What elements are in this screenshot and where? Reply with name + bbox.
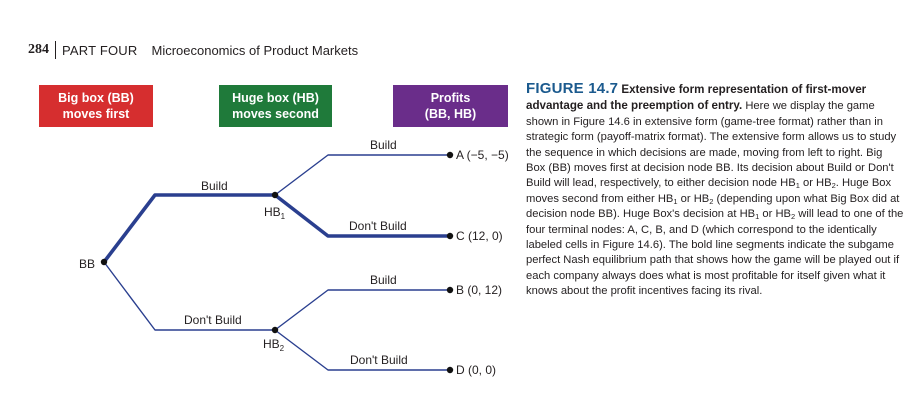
huge-box-label-line2: moves second <box>232 107 319 121</box>
terminal-node-d <box>447 367 453 373</box>
branch-label-hb2-dont-build: Don't Build <box>350 353 408 367</box>
node-label-bb: BB <box>79 257 96 271</box>
branch-label-hb1-dont-build: Don't Build <box>349 219 407 233</box>
branch-label-hb2-build: Build <box>370 273 397 287</box>
page-number: 284 <box>28 41 56 59</box>
node-label-hb1: $HB_1$ <box>264 205 286 221</box>
terminal-node-c <box>447 233 453 239</box>
branch-label-bb-build: Build <box>201 179 228 193</box>
outcome-c-label: C (12, 0) <box>456 229 503 243</box>
branch-label-bb-dont-build: Don't Build <box>184 313 242 327</box>
node-hb2 <box>272 327 278 333</box>
branch-hb1-build <box>275 155 450 195</box>
figure-caption: FIGURE 14.7 Extensive form representation of first-mover advantage and the preemption of entry. Here we display the game shown in Figure 14.6 in extensive form (game-tree format) rather than in strategic form (payoff-matrix format). The extensive form allows us to study the sequence in which decisions are made, moving from left to right. Big Box (BB) moves first at decision node BB. Its decision about Build or Don't Build will lead, respectively, to either decision node $HB_1$ or $HB_2$. Huge Box moves second from either $HB_1$ or $HB_2$ (depending upon what Big Box did at decision node BB). Huge Box's decision at $HB_1$ or $HB_2$ will lead to one of the four terminal nodes: A, C, B, and D (which correspond to the identically labeled cells in Figure 14.6). The bold line segments indicate the subgame perfect Nash equilibrium path that shows how the game will be played out if each company always does what is most profitable for itself given what it knows about the profit incentives facing its rival. <box>526 80 904 298</box>
outcome-b-label: B (0, 12) <box>456 283 503 297</box>
node-bb <box>101 259 107 265</box>
node-label-hb2: $HB_2$ <box>263 337 285 353</box>
figure-title: Extensive form representation of first-mover advantage and the preemption of entry. <box>526 83 867 113</box>
terminal-node-a <box>447 152 453 158</box>
branch-label-hb1-build: Build <box>370 138 397 152</box>
figure-label: FIGURE 14.7 <box>526 80 619 97</box>
branch-hb2-build <box>275 290 450 330</box>
outcome-a-label: A (−5, −5) <box>456 148 509 162</box>
part-label: PART FOUR <box>62 42 138 58</box>
big-box-label-line1: Big box (BB) <box>58 91 134 105</box>
branch-bb-build <box>104 195 275 262</box>
node-hb1 <box>272 192 278 198</box>
profits-label-line2: (BB, HB) <box>424 107 477 121</box>
terminal-node-b <box>447 287 453 293</box>
big-box-label-line2: moves first <box>62 107 130 121</box>
huge-box-label-line1: Huge box (HB) <box>232 91 319 105</box>
profits-label-line1: Profits <box>430 91 471 105</box>
section-title: Microeconomics of Product Markets <box>151 42 359 58</box>
outcome-d-label: D (0, 0) <box>456 363 497 377</box>
